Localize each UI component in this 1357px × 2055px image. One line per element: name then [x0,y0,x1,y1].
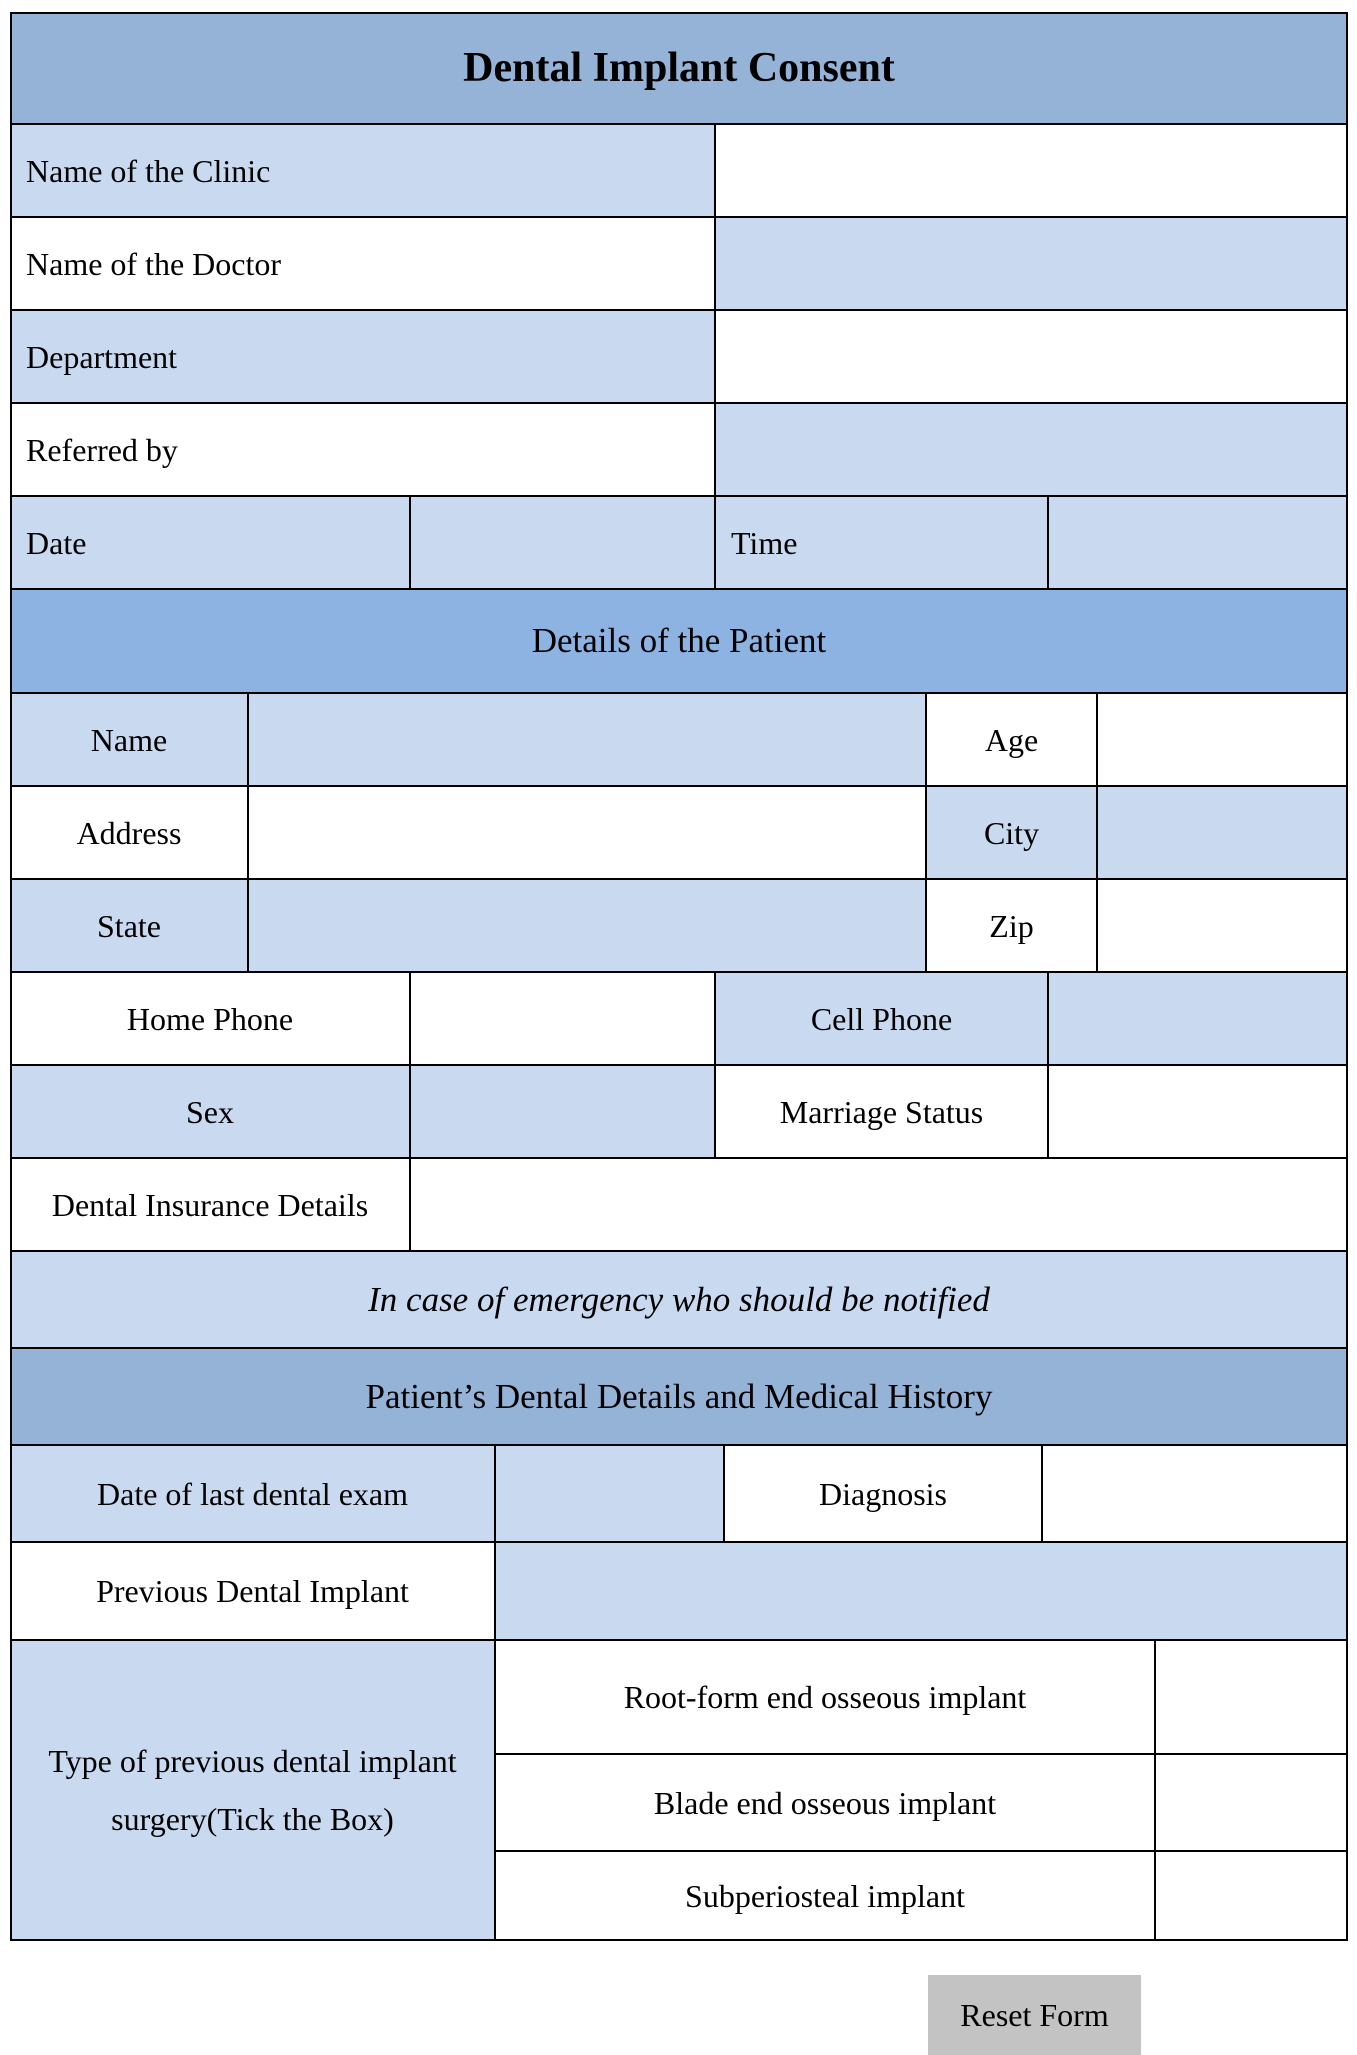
grid-line [247,693,249,972]
last-exam-label: Date of last dental exam [10,1445,495,1542]
diagnosis-label: Diagnosis [724,1445,1042,1542]
state-field[interactable] [248,879,926,972]
reset-form-button[interactable]: Reset Form [928,1975,1141,2055]
doctor-name-field[interactable] [715,217,1348,310]
home-phone-field[interactable] [410,972,715,1065]
grid-line [10,123,1348,125]
sex-field[interactable] [410,1065,715,1158]
address-label: Address [10,786,248,879]
emergency-heading: In case of emergency who should be notified [10,1251,1348,1348]
grid-line [409,496,411,589]
sex-label: Sex [10,1065,410,1158]
date-field[interactable] [410,496,715,589]
grid-line [714,124,716,589]
option-root-form-checkbox[interactable] [1155,1640,1348,1754]
grid-line [10,1064,1348,1066]
department-field[interactable] [715,310,1348,403]
department-label: Department [10,310,715,403]
grid-line [1047,972,1049,1158]
surgery-type-label: Type of previous dental implant surgery(Tick the Box) [10,1640,495,1941]
grid-line [494,1445,496,1941]
city-field[interactable] [1097,786,1348,879]
marriage-status-field[interactable] [1048,1065,1348,1158]
grid-line [10,878,1348,880]
address-field[interactable] [248,786,926,879]
grid-line [10,402,1348,404]
name-label: Name [10,693,248,786]
state-label: State [10,879,248,972]
name-field[interactable] [248,693,926,786]
grid-line [10,1939,1348,1941]
history-section-heading: Patient’s Dental Details and Medical History [10,1348,1348,1445]
zip-field[interactable] [1097,879,1348,972]
city-label: City [926,786,1097,879]
grid-line [10,1157,1348,1159]
grid-line [10,1444,1348,1446]
grid-line [10,1639,1348,1641]
zip-label: Zip [926,879,1097,972]
previous-implant-field[interactable] [495,1542,1348,1640]
home-phone-label: Home Phone [10,972,410,1065]
grid-line [1154,1640,1156,1941]
cell-phone-label: Cell Phone [715,972,1048,1065]
grid-line [10,692,1348,694]
grid-line [10,495,1348,497]
grid-line [10,1250,1348,1252]
grid-line [1096,693,1098,972]
option-root-form-label: Root-form end osseous implant [495,1640,1155,1754]
doctor-name-label: Name of the Doctor [10,217,715,310]
diagnosis-field[interactable] [1042,1445,1348,1542]
grid-line [10,216,1348,218]
time-field[interactable] [1048,496,1348,589]
grid-line [495,1850,1348,1852]
option-blade-label: Blade end osseous implant [495,1754,1155,1851]
grid-line [10,785,1348,787]
form-title: Dental Implant Consent [10,12,1348,124]
grid-line [1041,1445,1043,1542]
grid-line [409,972,411,1251]
grid-line [10,309,1348,311]
grid-line [10,12,1348,14]
clinic-name-field[interactable] [715,124,1348,217]
referred-by-field[interactable] [715,403,1348,496]
option-subperiosteal-label: Subperiosteal implant [495,1851,1155,1941]
referred-by-label: Referred by [10,403,715,496]
time-label: Time [715,496,1048,589]
grid-line [714,972,716,1158]
grid-line [10,1541,1348,1543]
dental-implant-consent-form [10,12,1348,1941]
insurance-label: Dental Insurance Details [10,1158,410,1251]
marriage-status-label: Marriage Status [715,1065,1048,1158]
age-field[interactable] [1097,693,1348,786]
grid-line [10,1347,1348,1349]
cell-phone-field[interactable] [1048,972,1348,1065]
grid-line [723,1445,725,1542]
patient-section-heading: Details of the Patient [10,589,1348,693]
insurance-field[interactable] [410,1158,1348,1251]
previous-implant-label: Previous Dental Implant [10,1542,495,1640]
last-exam-field[interactable] [495,1445,724,1542]
grid-line [1047,496,1049,589]
grid-line [495,1753,1348,1755]
option-subperiosteal-checkbox[interactable] [1155,1851,1348,1941]
clinic-name-label: Name of the Clinic [10,124,715,217]
grid-line [10,971,1348,973]
grid-line [1346,12,1348,1941]
grid-line [10,12,12,1941]
grid-line [925,693,927,972]
grid-line [10,588,1348,590]
option-blade-checkbox[interactable] [1155,1754,1348,1851]
age-label: Age [926,693,1097,786]
date-label: Date [10,496,410,589]
